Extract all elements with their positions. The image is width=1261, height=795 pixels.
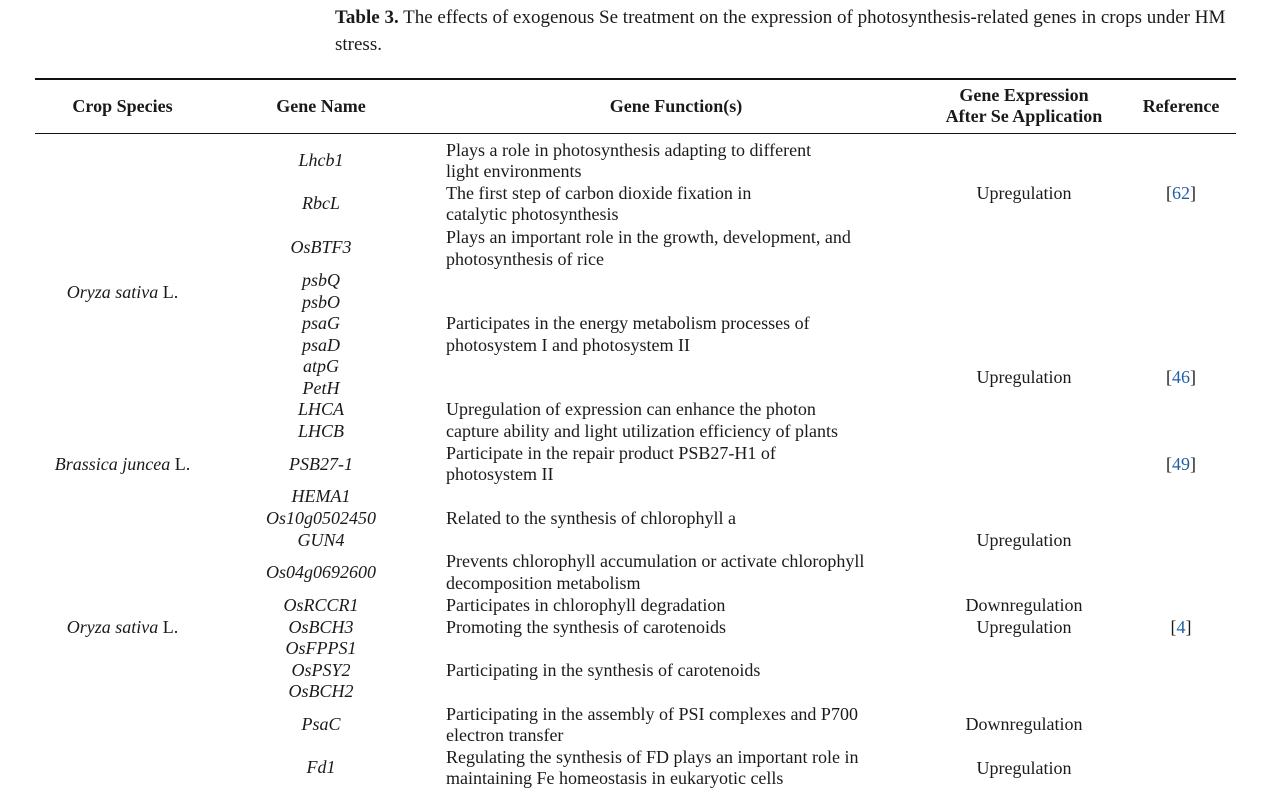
gene-function: electron transfer [446, 725, 564, 745]
reference-bracket: [ [1166, 454, 1172, 474]
reference-link[interactable]: 46 [1172, 367, 1190, 387]
reference-cell [1136, 454, 1226, 475]
gene-name: psaD [301, 335, 340, 355]
gene-name: PsaC [301, 714, 341, 734]
gene-name: OsBTF3 [290, 237, 352, 257]
header-crop-species: Crop Species [72, 96, 173, 116]
reference-cell [1136, 617, 1226, 638]
crop-species [35, 282, 210, 303]
gene-function: catalytic photosynthesis [446, 204, 619, 224]
gene-function: Related to the synthesis of chlorophyll a [446, 508, 736, 528]
gene-name: psbQ [301, 270, 340, 290]
gene-name: LHCA [297, 399, 344, 419]
gene-function: photosystem II [446, 464, 554, 484]
gene-expression: Downregulation [965, 595, 1083, 615]
gene-name: Os04g0692600 [265, 562, 376, 582]
gene-function: Participating in the assembly of PSI complexes and P700 [446, 704, 858, 724]
gene-name: atpG [303, 356, 339, 376]
gene-name: OsBCH3 [288, 617, 354, 637]
crop-species-authority: L. [174, 454, 191, 474]
reference-bracket: ] [1190, 367, 1196, 387]
crop-species-name: Oryza sativa [66, 617, 159, 637]
crop-species [35, 454, 210, 475]
gene-function: Participating in the synthesis of carotenoids [446, 660, 761, 680]
gene-name: GUN4 [297, 530, 345, 550]
table-caption [335, 4, 1245, 58]
gene-expression: Upregulation [976, 617, 1072, 637]
gene-name: OsRCCR1 [283, 595, 359, 615]
reference-link[interactable]: 62 [1172, 183, 1190, 203]
gene-function: Regulating the synthesis of FD plays an important role in [446, 747, 859, 767]
gene-function: Participates in the energy metabolism processes of [446, 313, 810, 333]
gene-name: HEMA1 [291, 486, 351, 506]
crop-species-name: Oryza sativa [66, 282, 159, 302]
gene-expression: Upregulation [976, 367, 1072, 387]
gene-name: OsPSY2 [291, 660, 351, 680]
reference-bracket: ] [1190, 454, 1196, 474]
top-rule [35, 78, 1236, 80]
gene-function: Participate in the repair product PSB27-H1 of [446, 443, 776, 463]
gene-name: PetH [302, 378, 340, 398]
reference-cell [1136, 367, 1226, 388]
reference-bracket: ] [1185, 617, 1192, 637]
gene-function: Participates in chlorophyll degradation [446, 595, 726, 615]
gene-name: OsBCH2 [288, 681, 354, 701]
gene-function: light environments [446, 161, 582, 181]
reference-bracket: [ [1166, 367, 1172, 387]
crop-species [35, 617, 210, 638]
reference-bracket: [ [1166, 183, 1172, 203]
reference-link[interactable]: 49 [1172, 454, 1190, 474]
gene-expression: Downregulation [965, 714, 1083, 734]
reference-bracket: [ [1170, 617, 1177, 637]
gene-function: Plays an important role in the growth, development, and [446, 227, 851, 247]
reference-link[interactable]: 4 [1176, 617, 1186, 637]
gene-function: The first step of carbon dioxide fixation in [446, 183, 752, 203]
header-gene-functions: Gene Function(s) [609, 96, 743, 116]
gene-function: Upregulation of expression can enhance the photon [446, 399, 816, 419]
gene-name: PSB27-1 [289, 454, 353, 474]
gene-function: photosystem I and photosystem II [446, 335, 690, 355]
header-reference: Reference [1142, 96, 1220, 116]
gene-expression: Upregulation [976, 758, 1072, 778]
gene-name: psaG [301, 313, 340, 333]
header-expression [919, 85, 1129, 127]
header-rule [35, 133, 1236, 134]
gene-function: Plays a role in photosynthesis adapting to different [446, 140, 812, 160]
gene-expression: Upregulation [976, 183, 1072, 203]
reference-cell [1136, 183, 1226, 204]
header-gene-name: Gene Name [276, 96, 366, 116]
gene-function: decomposition metabolism [446, 573, 641, 593]
gene-function: maintaining Fe homeostasis in eukaryotic cells [446, 768, 784, 788]
gene-name: psbO [301, 292, 340, 312]
caption-text: The effects of exogenous Se treatment on the expression of photosynthesis-related genes in crops under HM stress. [335, 7, 1226, 55]
crop-species-authority: L. [162, 282, 179, 302]
gene-expression: Upregulation [976, 530, 1072, 550]
gene-function: Promoting the synthesis of carotenoids [446, 617, 726, 637]
gene-name: Lhcb1 [298, 150, 344, 170]
reference-bracket: ] [1190, 183, 1196, 203]
gene-function: photosynthesis of rice [446, 249, 604, 269]
gene-function: Prevents chlorophyll accumulation or activate chlorophyll [446, 551, 865, 571]
header-expression-line2: After Se Application [945, 106, 1103, 126]
header-expression-line1: Gene Expression [959, 85, 1089, 105]
gene-name: LHCB [297, 421, 344, 441]
crop-species-authority: L. [162, 617, 179, 637]
gene-name: Fd1 [306, 757, 336, 777]
crop-species-name: Brassica juncea [54, 454, 171, 474]
gene-name: RbcL [302, 193, 340, 213]
gene-name: OsFPPS1 [285, 638, 357, 658]
gene-name: Os10g0502450 [265, 508, 376, 528]
gene-function: capture ability and light utilization efficiency of plants [446, 421, 839, 441]
caption-label: Table 3. [335, 7, 399, 28]
